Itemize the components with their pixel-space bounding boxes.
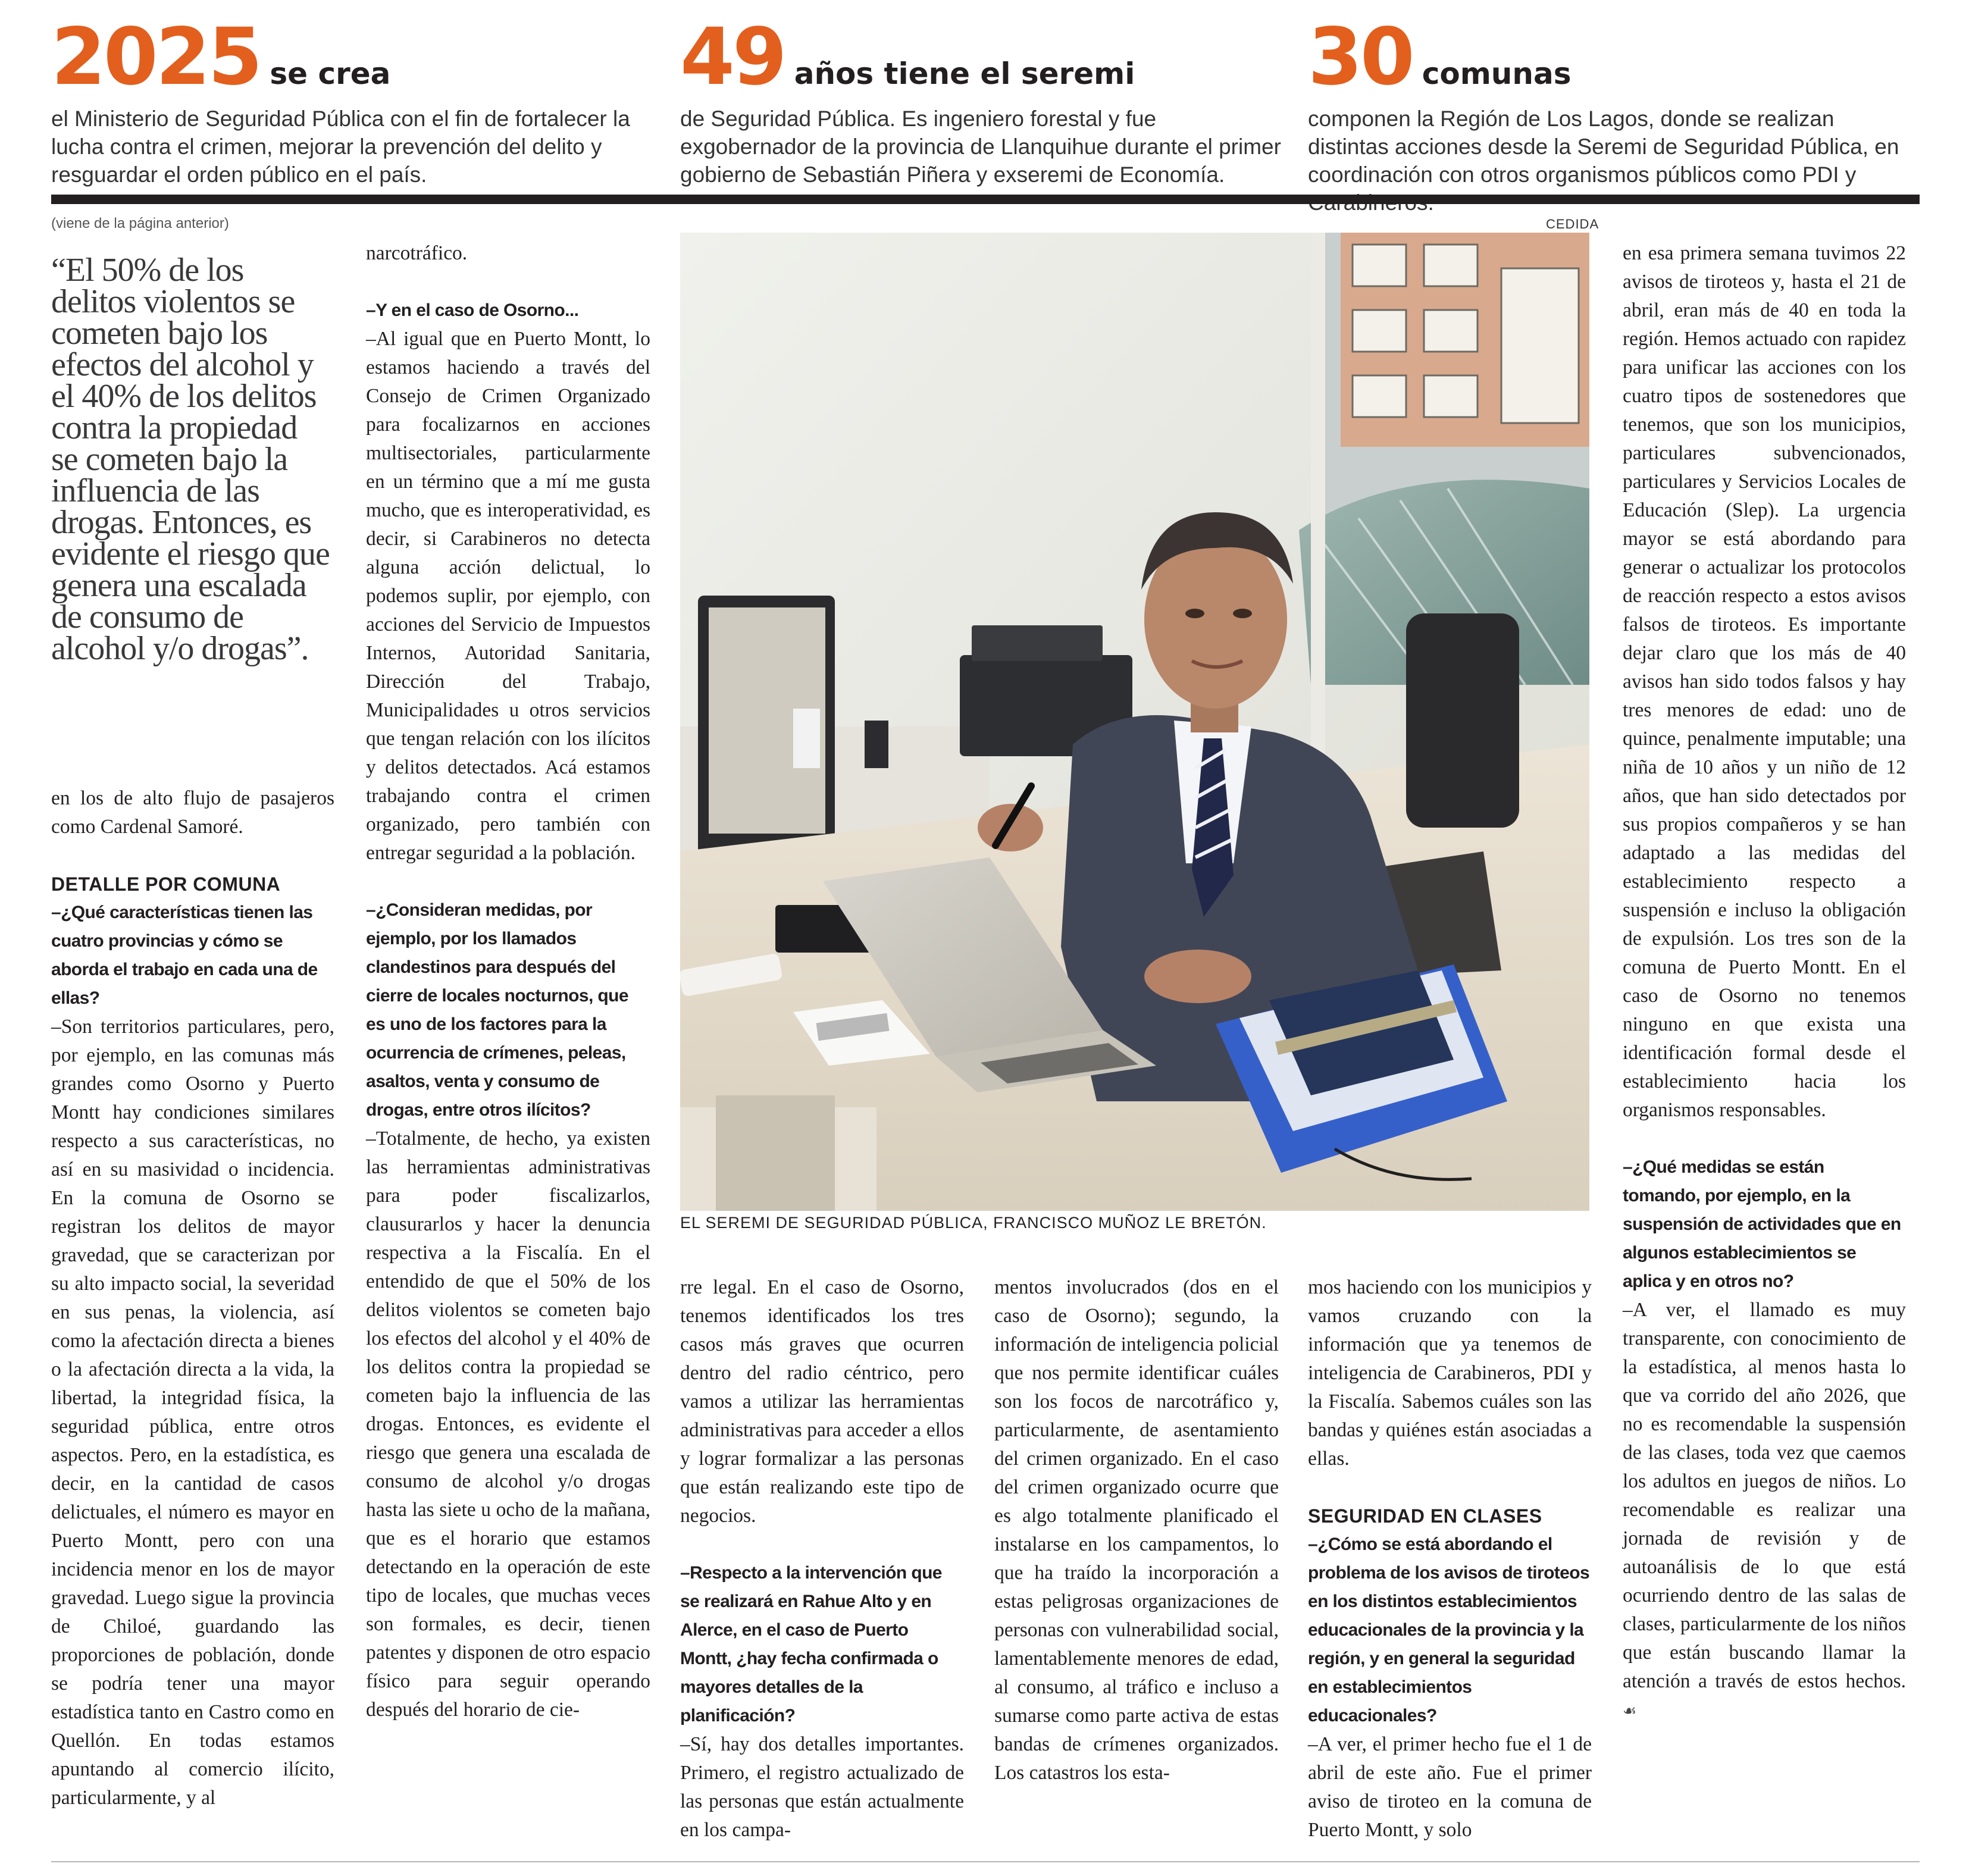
article-column-1 — [51, 784, 334, 1812]
interview-question: –¿Consideran medidas, por ejemplo, por los llamados clandestinos para después del cierre de locales nocturnos, que es uno de los factores para la ocurrencia de crímenes, peleas, asaltos, venta y consumo de drogas, entre otros ilícitos? — [366, 900, 628, 1120]
interview-answer: –Sí, hay dos detalles importantes. Primero, el registro actualizado de las personas que están actualmente en los campa- — [680, 1733, 964, 1841]
paragraph: mos haciendo con los municipios y vamos cruzando con la información que ya tenemos de inteligencia de Carabineros, PDI y la Fiscalía. Sabemos cuáles son las bandas y quiénes están asociadas a ellas. — [1308, 1276, 1592, 1470]
stat-label: se crea — [270, 57, 391, 91]
stat-block-2025 — [51, 11, 652, 190]
continued-note: (viene de la página anterior) — [51, 215, 229, 231]
stat-number: 30 — [1308, 11, 1413, 103]
footer-divider — [51, 1861, 1920, 1862]
interview-question: –¿Cómo se está abordando el problema de los avisos de tiroteos en los distintos establecimientos educacionales de la provincia y la región, y en general la seguridad en establecimientos educacionales? — [1308, 1534, 1590, 1725]
stat-description: el Ministerio de Seguridad Pública con el fin de fortalecer la lucha contra el crimen, mejorar la prevención del delito y resguardar el orden público en el país. — [51, 107, 630, 187]
article-column-6 — [1623, 239, 1906, 1725]
stat-number: 2025 — [51, 11, 261, 103]
interview-question: –Respecto a la intervención que se realizará en Rahue Alto y en Alerce, en el caso de Puerto Montt, ¿hay fecha confirmada o mayores detalles de la planificación? — [680, 1563, 942, 1725]
paragraph: narcotráfico. — [366, 242, 468, 264]
paragraph: en esa primera semana tuvimos 22 avisos de tiroteos y, hasta el 21 de abril, eran más de 40 en toda la región. Hemos actuado con rapidez para unificar las acciones con los cuatro tipos de sostenedores que tenemos, que son los municipios, particulares subvencionados, particulares y Servicios Locales de Educación (Slep). La urgencia mayor se está abordando para generar o actualizar los protocolos de reacción respecto a estos avisos falsos de tiroteos. Es importante dejar claro que los más de 40 avisos han sido todos falsos y hay tres menores de edad: uno de quince, penalmente imputable; una niña de 10 años y un niño de 12 años, que han sido detectados por sus propios compañeros y se han adaptado a las medidas del establecimiento respecto a suspensión e incluso la obligación de expulsión. Los tres son de la comuna de Puerto Montt. En el caso de Osorno no tenemos ninguno en que exista una identificación formal desde el establecimiento hacia los organismos responsables. — [1623, 242, 1906, 1121]
paragraph: mentos involucrados (dos en el caso de Osorno); segundo, la información de inteligencia policial que nos permite identificar cuáles son los focos de narcotráfico y, particularmente, de asentamiento del crimen organizado. En el caso del crimen organizado ocurre que es algo totalmente planificado el instalarse en los campamentos, lo que ha traído la incorporación a estas peligrosas organizaciones de personas con vulnerabilidad social, lamentablemente menores de edad, al consumo, al tráfico e incluso a sumarse como parte activa de estas bandas de crímenes organizados. Los catastros los esta- — [994, 1276, 1279, 1784]
paragraph: rre legal. En el caso de Osorno, tenemos identificados los tres casos más graves que ocurren dentro del radio céntrico, pero vamos a utilizar las herramientas administrativas para acceder a ellos y lograr formalizar a las personas que están realizando este tipo de negocios. — [680, 1276, 964, 1527]
stat-block-49 — [680, 11, 1281, 190]
stat-label: años tiene el seremi — [794, 57, 1135, 91]
photo-caption: EL SEREMI DE SEGURIDAD PÚBLICA, FRANCISCO MUÑOZ LE BRETÓN. — [680, 1214, 1267, 1232]
article-column-2 — [366, 239, 650, 1724]
photo-credit: CEDIDA — [1546, 217, 1599, 231]
stat-description: de Seguridad Pública. Es ingeniero forestal y fue exgobernador de la provincia de Llanquihue durante el primer gobierno de Sebastián Piñera y exseremi de Economía. — [680, 107, 1281, 187]
section-heading: SEGURIDAD EN CLASES — [1308, 1505, 1542, 1527]
interview-question: –¿Qué características tienen las cuatro provincias y cómo se aborda el trabajo en cada una de ellas? — [51, 903, 318, 1008]
stat-number: 49 — [680, 11, 785, 103]
article-column-4 — [994, 1273, 1279, 1787]
interview-answer: –Totalmente, de hecho, ya existen las herramientas administrativas para poder fiscalizarlos, clausurarlos y hacer la denuncia respectiva a la Fiscalía. En el entendido de que el 50% de los delitos violentos se cometen bajo los efectos del alcohol y el 40% de los delitos contra la propiedad se cometen bajo la influencia de las drogas. Entonces, es evidente el riesgo que genera una escalada de consumo de alcohol y/o drogas hasta las siete u ocho de la mañana, que es el horario que estamos detectando en la operación de este tipo de locales, que muchas veces son formales, es decir, tienen patentes y disponen de otro espacio físico para seguir operando después del horario de cie- — [366, 1128, 650, 1721]
interview-question: –¿Qué medidas se están tomando, por ejemplo, en la suspensión de actividades que en algunos establecimientos se aplica y en otros no? — [1623, 1157, 1901, 1291]
interview-answer: –Al igual que en Puerto Montt, lo estamos haciendo a través del Consejo de Crimen Organizado para focalizarnos en acciones multisectoriales, particularmente en un término que a mí me gusta mucho, que es interoperatividad, es decir, si Carabineros no detecta alguna acción delictual, lo podemos suplir, por ejemplo, con acciones del Servicio de Impuestos Internos, Autoridad Sanitaria, Dirección del Trabajo, Municipalidades u otros servicios que tengan relación con los ilícitos y delitos detectados. Acá estamos trabajando contra el crimen organizado, pero también con entregar seguridad a la población. — [366, 328, 650, 864]
end-of-article-icon: ☙ — [1623, 1702, 1637, 1720]
interview-question: –Y en el caso de Osorno... — [366, 300, 579, 320]
paragraph: en los de alto flujo de pasajeros como Cardenal Samoré. — [51, 787, 334, 838]
pull-quote: “El 50% de los delitos violentos se cometen bajo los efectos del alcohol y el 40% de los delitos contra la propiedad se cometen bajo la influencia de las drogas. Entonces, es evidente el riesgo que genera una escalada de consumo de alcohol y/o drogas”. — [51, 252, 330, 667]
interview-answer: –A ver, el llamado es muy transparente, con conocimiento de la estadística, al menos hasta lo que va corrido del año 2026, que no es recomendable la suspensión de las clases, toda vez que caemos los adultos en juegos de niños. Lo recomendable es realizar una jornada de revisión y de autoanálisis de lo que está ocurriendo dentro de las salas de clases, particularmente de los niños que están buscando llamar la atención a través de estos hechos. — [1623, 1299, 1906, 1692]
article-column-3 — [680, 1273, 964, 1844]
stat-description: componen la Región de Los Lagos, donde se realizan distintas acciones desde la Seremi de Seguridad Pública, en coordinación con otros organismos públicos como PDI y — [1308, 107, 1899, 187]
article-column-5 — [1308, 1273, 1592, 1844]
interview-answer: –A ver, el primer hecho fue el 1 de abril de este año. Fue el primer aviso de tiroteo en la comuna de Puerto Montt, y solo — [1308, 1733, 1592, 1841]
stat-block-30 — [1308, 11, 1909, 190]
stat-label: comunas — [1422, 57, 1572, 91]
seremi-photo — [680, 233, 1589, 1211]
interview-answer: –Son territorios particulares, pero, por ejemplo, en las comunas más grandes como Osorno y Puerto Montt hay condiciones similares respecto a sus características, no así en su masividad o incidencia. En la comuna de Osorno se registran los delitos de mayor gravedad, que se caracterizan por su alto impacto social, la severidad en sus penas, la violencia, así como la afectación directa a bienes o la afectación directa a la vida, la libertad, la integridad física, la seguridad pública, entre otros aspectos. Pero, en la estadística, es decir, en la cantidad de casos delictuales, el número es mayor en Puerto Montt, pero con una incidencia menor en los de mayor gravedad. Luego sigue la provincia de Chiloé, guardando las proporciones de población, donde se podría tener una mayor estadística tanto en Castro como en Quellón. En todas estamos apuntando al comercio ilícito, particularmente, y al — [51, 1016, 334, 1809]
header-divider — [51, 195, 1920, 204]
section-heading: DETALLE POR COMUNA — [51, 873, 281, 895]
